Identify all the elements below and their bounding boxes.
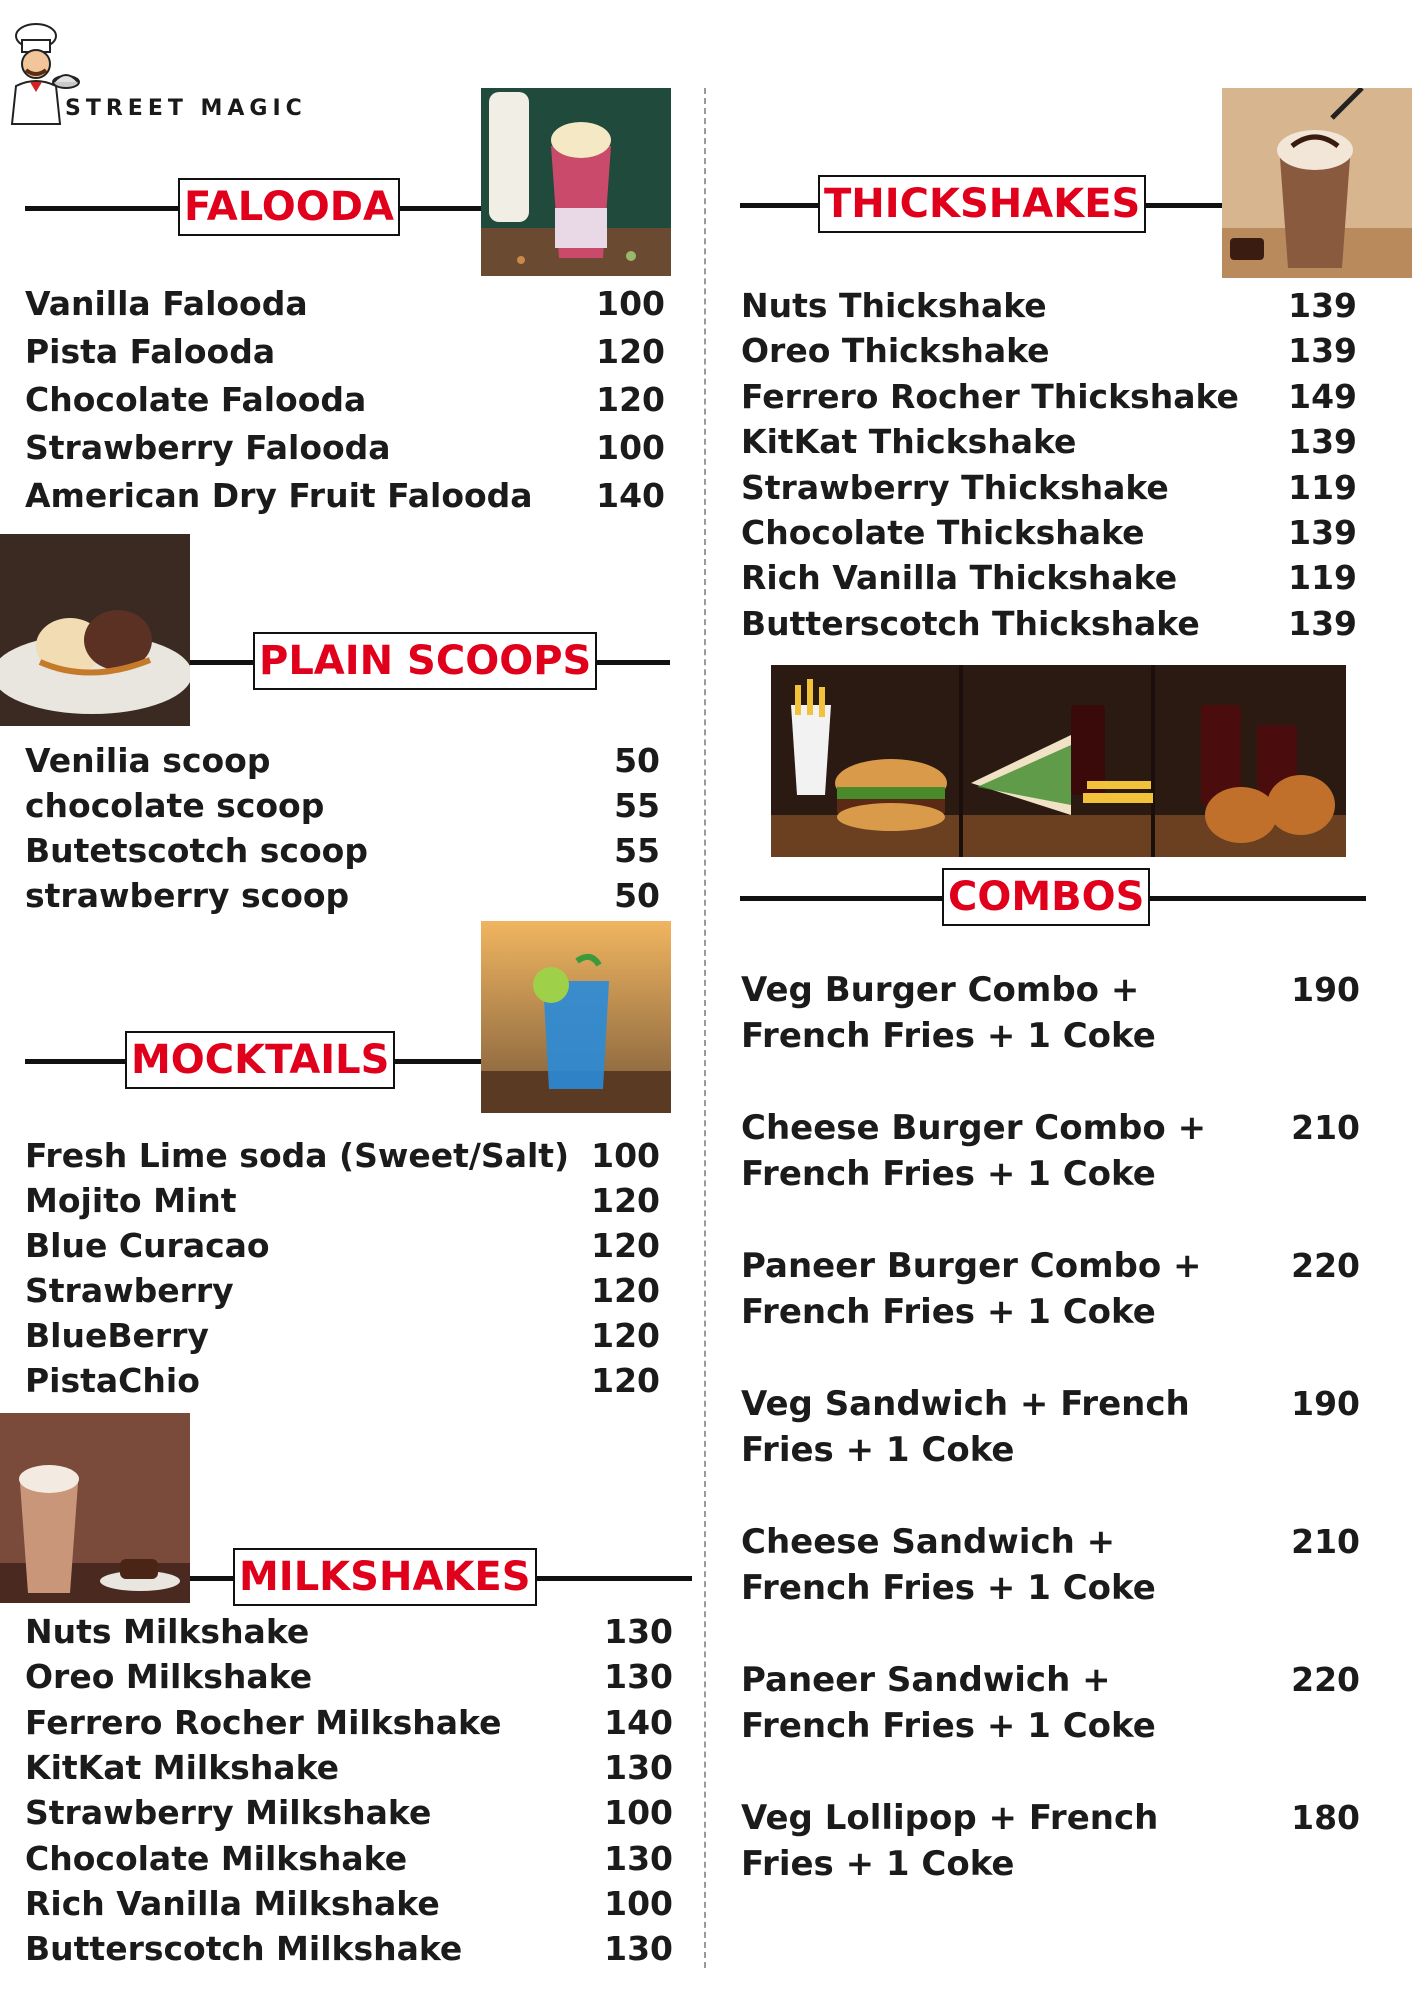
thickshakes-item-name: Butterscotch Thickshake	[741, 603, 1200, 643]
thickshakes-item-price: 119	[1288, 467, 1357, 507]
falooda-item-price: 140	[596, 476, 665, 515]
milkshakes-item-name: Chocolate Milkshake	[25, 1838, 408, 1878]
combos-item-name: Veg Sandwich + French Fries + 1 Coke	[741, 1384, 1190, 1470]
thickshakes-item-name: Ferrero Rocher Thickshake	[741, 376, 1239, 416]
thickshakes-item-price: 119	[1288, 558, 1357, 598]
combos-item-name: Paneer Sandwich + French Fries + 1 Coke	[741, 1660, 1156, 1746]
thickshakes-item-name: Chocolate Thickshake	[741, 513, 1145, 552]
combos-title: COMBOS	[942, 868, 1150, 926]
combos-item-price: 190	[1291, 1384, 1360, 1423]
combos-item-price: 210	[1291, 1522, 1360, 1561]
thickshakes-item-name: Nuts Thickshake	[741, 286, 1047, 325]
falooda-photo	[481, 88, 671, 276]
mocktails-item-name: Fresh Lime soda (Sweet/Salt)	[25, 1136, 570, 1175]
milkshakes-item-name: Nuts Milkshake	[25, 1612, 310, 1651]
falooda-item-price: 120	[596, 332, 665, 371]
thickshakes-item-price: 139	[1288, 513, 1357, 552]
combos-item-name: Veg Lollipop + French Fries + 1 Coke	[741, 1798, 1159, 1884]
combos-item-price: 180	[1291, 1798, 1360, 1837]
falooda-item-price: 100	[596, 284, 665, 323]
combos-item-name: Cheese Burger Combo + French Fries + 1 Coke	[741, 1108, 1207, 1194]
milkshakes-item-price: 140	[604, 1702, 673, 1742]
milkshakes-item-price: 130	[604, 1929, 673, 1969]
milkshakes-item-price: 130	[604, 1838, 673, 1878]
combos-photo	[771, 665, 1346, 857]
falooda-title: FALOODA	[178, 178, 400, 236]
plain_scoops-item-price: 55	[614, 786, 660, 825]
milkshakes-item-price: 130	[604, 1657, 673, 1697]
mocktails-item-name: Mojito Mint	[25, 1181, 237, 1220]
plain_scoops-item-price: 50	[614, 876, 660, 915]
falooda-item-price: 100	[596, 428, 665, 467]
combos-item-name: Cheese Sandwich + French Fries + 1 Coke	[741, 1522, 1156, 1608]
combos-item-price: 190	[1291, 970, 1360, 1009]
mocktails-item-name: Blue Curacao	[25, 1226, 270, 1265]
falooda-item-name: Strawberry Falooda	[25, 428, 391, 467]
milkshakes-item-name: Ferrero Rocher Milkshake	[25, 1702, 502, 1742]
mocktails-photo	[481, 921, 671, 1113]
plain_scoops-item-name: chocolate scoop	[25, 786, 325, 825]
plain_scoops-item-name: Venilia scoop	[25, 741, 271, 780]
combos-item-price: 210	[1291, 1108, 1360, 1147]
falooda-item-name: Vanilla Falooda	[25, 284, 308, 323]
mocktails-item-price: 100	[591, 1136, 660, 1175]
mocktails-item-price: 120	[591, 1226, 660, 1265]
thickshakes-item-name: Rich Vanilla Thickshake	[741, 558, 1178, 598]
thickshakes-item-price: 139	[1288, 422, 1357, 462]
thickshakes-item-name: Strawberry Thickshake	[741, 467, 1169, 507]
milkshakes-title: MILKSHAKES	[233, 1548, 537, 1606]
milkshakes-item-name: Strawberry Milkshake	[25, 1793, 432, 1833]
column-divider	[704, 88, 706, 1968]
mocktails-item-price: 120	[591, 1271, 660, 1310]
mocktails-item-price: 120	[591, 1181, 660, 1220]
thickshakes-item-name: Oreo Thickshake	[741, 331, 1050, 371]
milkshakes-photo	[0, 1413, 190, 1603]
milkshakes-item-name: Butterscotch Milkshake	[25, 1929, 463, 1969]
milkshakes-item-price: 130	[604, 1747, 673, 1787]
brand-name: STREET MAGIC	[65, 96, 307, 121]
scoops-title: PLAIN SCOOPS	[253, 632, 597, 690]
plain_scoops-item-name: Butetscotch scoop	[25, 831, 368, 870]
milkshakes-item-name: Oreo Milkshake	[25, 1657, 313, 1697]
falooda-item-name: American Dry Fruit Falooda	[25, 476, 533, 515]
falooda-item-price: 120	[596, 380, 665, 419]
milkshakes-item-price: 100	[604, 1793, 673, 1833]
milkshakes-item-name: KitKat Milkshake	[25, 1747, 340, 1787]
thickshakes-item-name: KitKat Thickshake	[741, 422, 1077, 462]
mocktails-item-name: Strawberry	[25, 1271, 234, 1310]
thickshakes-item-price: 139	[1288, 603, 1357, 643]
mocktails-title: MOCKTAILS	[125, 1031, 395, 1089]
thickshakes-title: THICKSHAKES	[818, 175, 1146, 233]
falooda-item-name: Pista Falooda	[25, 332, 276, 371]
combos-item-price: 220	[1291, 1246, 1360, 1285]
combos-item-name: Paneer Burger Combo + French Fries + 1 Coke	[741, 1246, 1202, 1332]
milkshakes-item-name: Rich Vanilla Milkshake	[25, 1883, 440, 1923]
mocktails-item-name: BlueBerry	[25, 1316, 209, 1355]
thickshakes-item-price: 139	[1288, 331, 1357, 371]
mocktails-item-price: 120	[591, 1316, 660, 1355]
thickshakes-item-price: 149	[1288, 376, 1357, 416]
milkshakes-item-price: 100	[604, 1883, 673, 1923]
combos-item-price: 220	[1291, 1660, 1360, 1699]
plain_scoops-item-price: 50	[614, 741, 660, 780]
scoops-photo	[0, 534, 190, 726]
mocktails-item-price: 120	[591, 1361, 660, 1400]
plain_scoops-item-price: 55	[614, 831, 660, 870]
milkshakes-item-price: 130	[604, 1612, 673, 1651]
plain_scoops-item-name: strawberry scoop	[25, 876, 350, 915]
mocktails-item-name: PistaChio	[25, 1361, 200, 1400]
falooda-item-name: Chocolate Falooda	[25, 380, 367, 419]
thickshakes-item-price: 139	[1288, 286, 1357, 325]
combos-item-name: Veg Burger Combo + French Fries + 1 Coke	[741, 970, 1156, 1056]
thickshakes-photo	[1222, 88, 1412, 278]
